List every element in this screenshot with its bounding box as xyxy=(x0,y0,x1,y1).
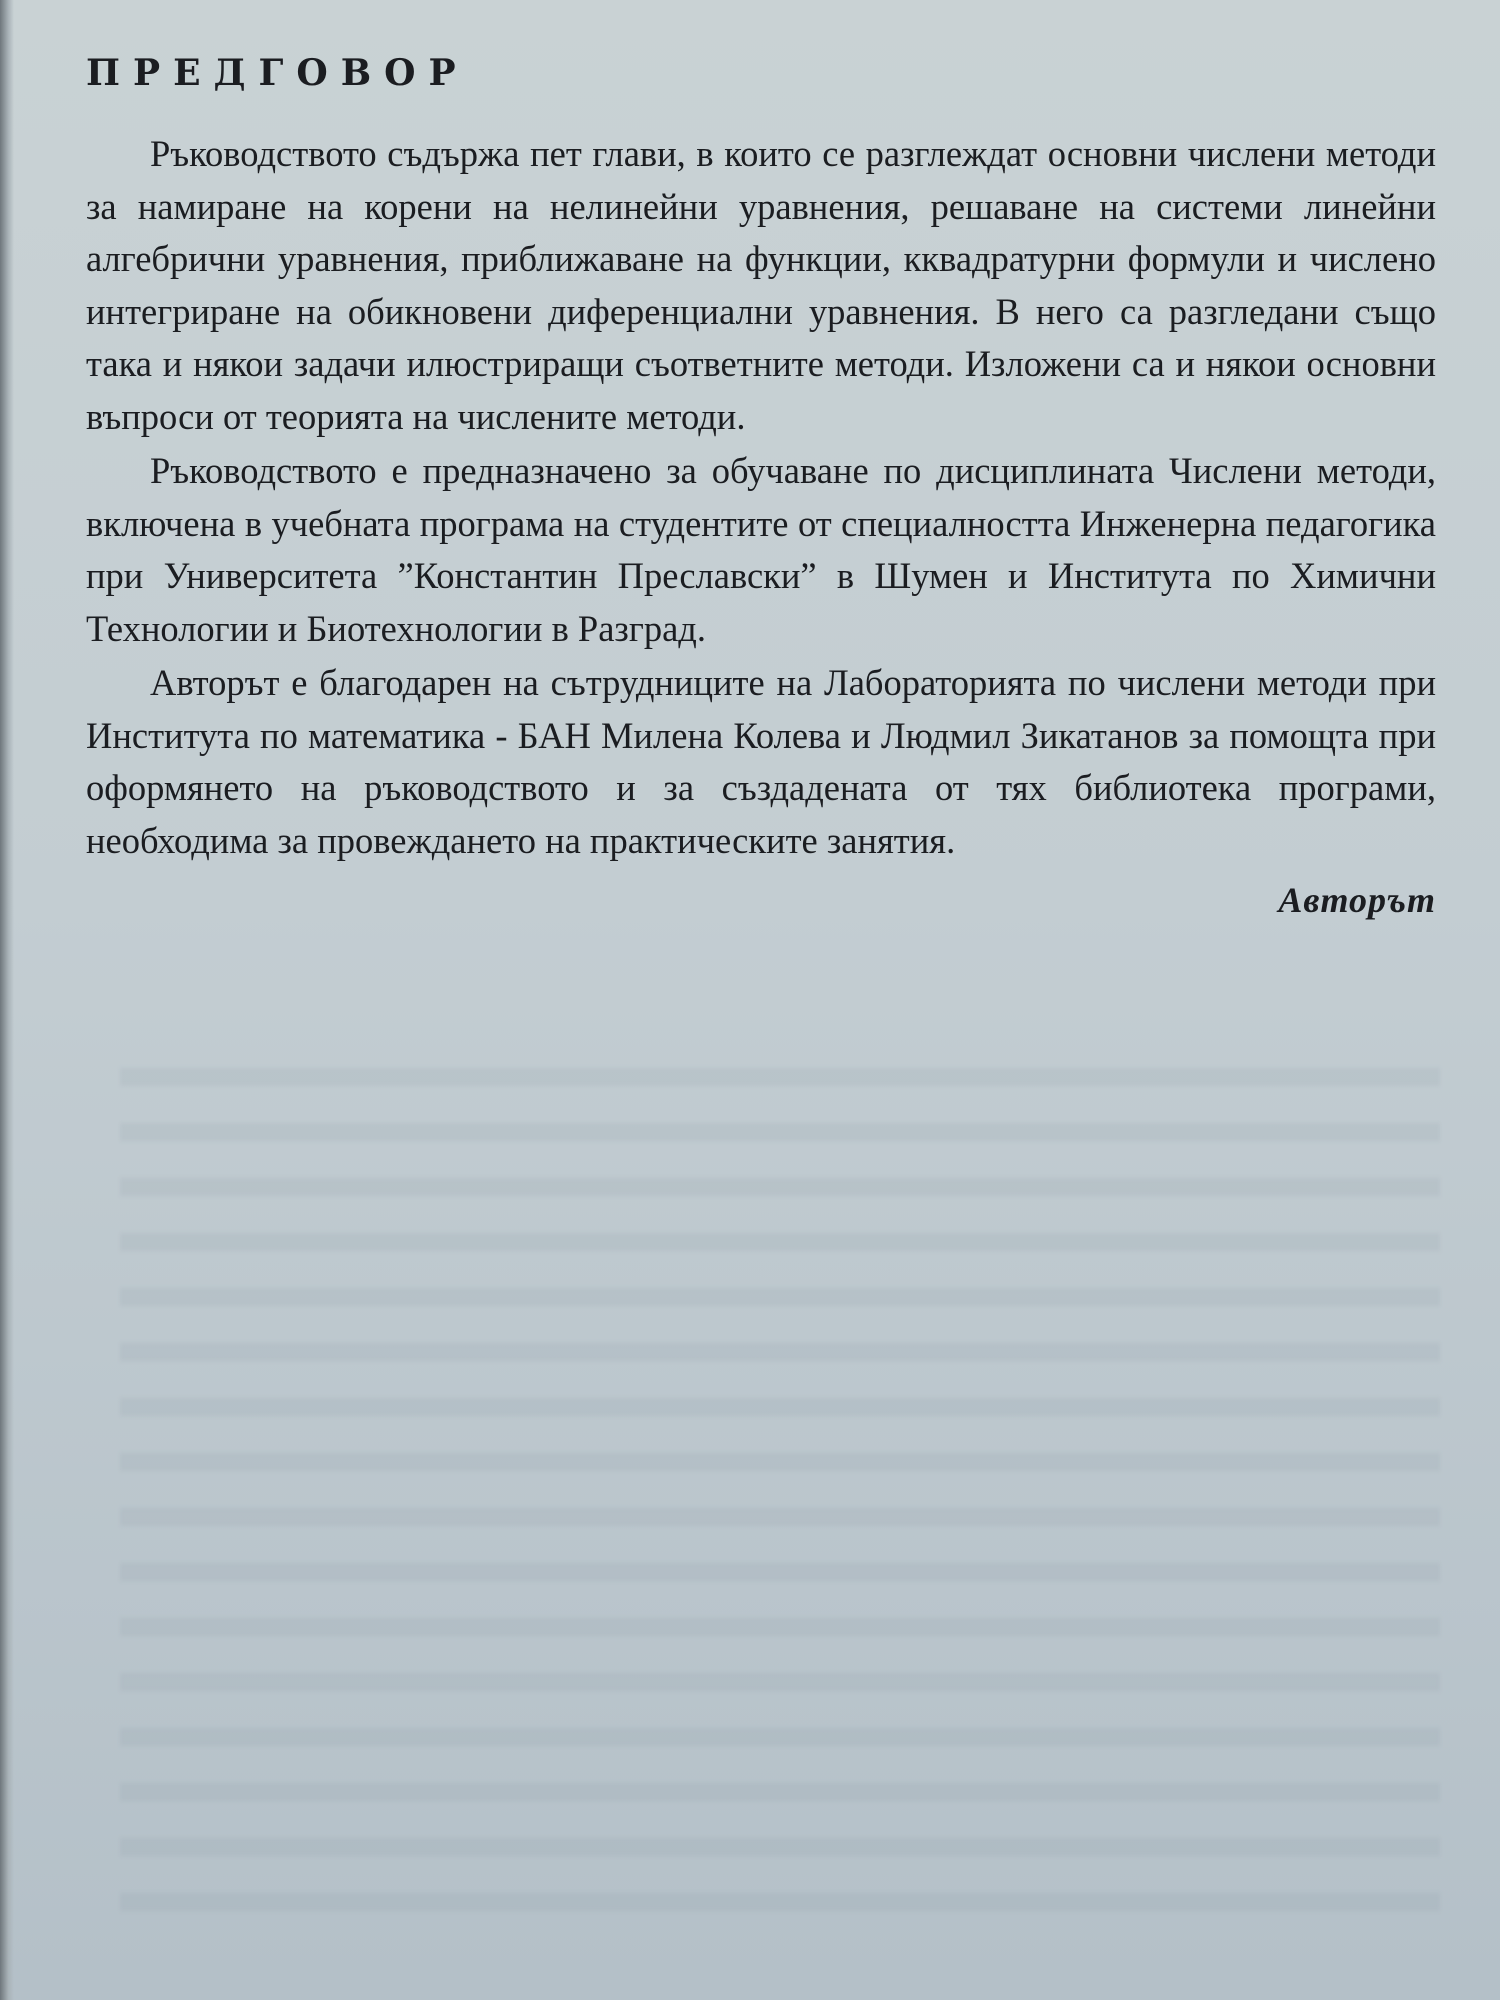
preface-page xyxy=(86,52,1436,921)
paragraph-contents: Ръководството съдържа пет глави, в които се разглеждат основни числени методи за намиране на корени на нелинейни уравнения, решаване на системи линейни алгебрични уравнения, приближаване на функции, кквадратурни формули и числено интегриране на обикновени диференциални уравнения. В него са разгледани също така и някои задачи илюстриращи съответните методи. Изложени са и някои основни въпроси от теорията на числените методи. xyxy=(86,133,1436,437)
author-signature: Авторът xyxy=(1278,880,1436,920)
page-title: ПРЕДГОВОР xyxy=(86,52,469,94)
paragraph-acknowledgements: Авторът е благодарен на сътрудниците на Лабораторията по числени методи при Института по математика - БАН Милена Колева и Людмил Зикатанов за помощта при оформянето на ръководството и за създадената от тях библиотека програми, необходима за провеждането на практическите занятия. xyxy=(86,662,1436,861)
paragraph-purpose: Ръководството е предназначено за обучаване по дисциплината Числени методи, включена в учебната програма на студентите от специалността Инженерна педагогика при Университета ”Константин Преславски” в Шумен и Института по Химични Технологии и Биотехнологии в Разград. xyxy=(86,450,1436,649)
book-spine-edge xyxy=(0,0,14,2000)
show-through-text xyxy=(120,1040,1440,1940)
